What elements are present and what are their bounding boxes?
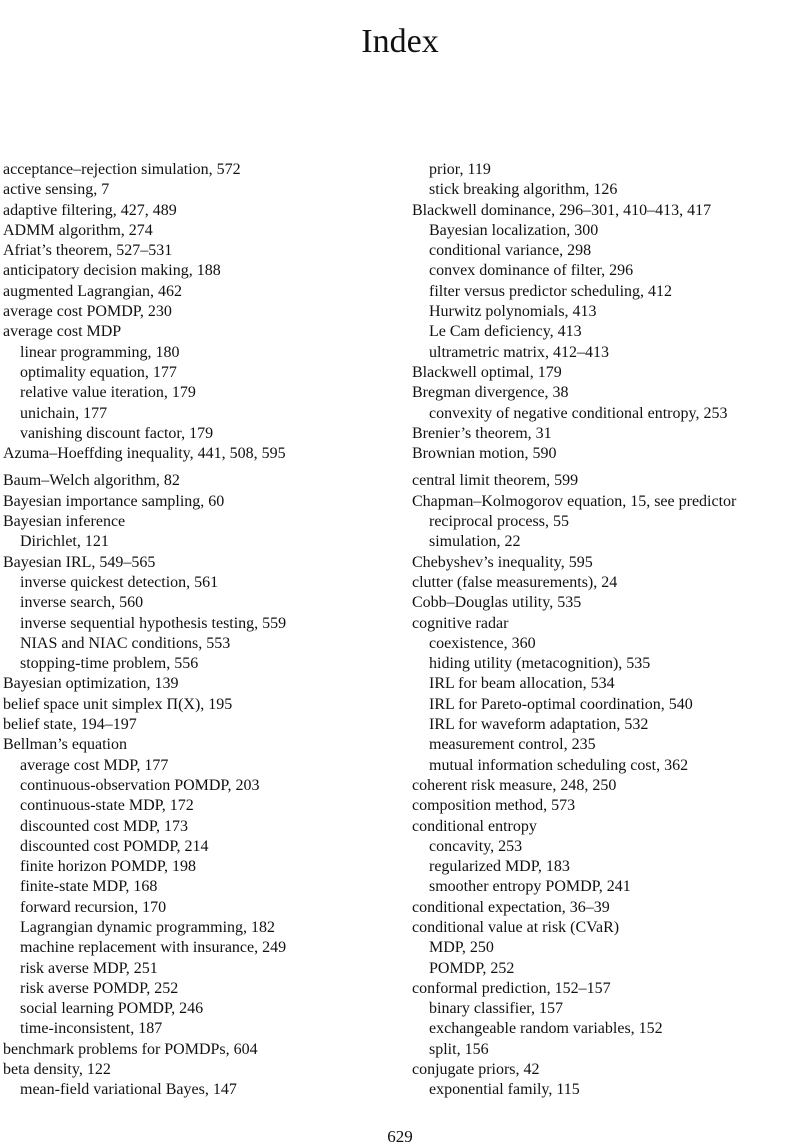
index-subentry: convex dominance of filter, 296 (429, 262, 634, 280)
index-entry: Afriat’s theorem, 527–531 (3, 242, 173, 260)
index-subentry: prior, 119 (429, 161, 491, 178)
index-entry: acceptance–rejection simulation, 572 (3, 161, 241, 178)
index-entry: ADMM algorithm, 274 (3, 221, 153, 239)
index-entry: composition method, 573 (412, 797, 576, 815)
index-entry: cognitive radar (412, 614, 509, 632)
page-number: 629 (387, 1127, 413, 1146)
index-column-right (412, 160, 797, 1101)
index-entry: belief space unit simplex Π(X), 195 (3, 695, 233, 713)
index-subentry: exchangeable random variables, 152 (429, 1020, 663, 1038)
index-subentry: average cost MDP, 177 (20, 756, 169, 774)
index-entry: active sensing, 7 (3, 181, 110, 199)
index-subentry: finite horizon POMDP, 198 (20, 858, 196, 876)
index-subentry: POMDP, 252 (429, 959, 515, 977)
index-subentry: binary classifier, 157 (429, 1000, 563, 1018)
index-entry: Azuma–Hoeffding inequality, 441, 508, 595 (3, 445, 286, 463)
index-entry: conjugate priors, 42 (412, 1061, 540, 1079)
index-column-left (3, 160, 398, 1101)
index-subentry: measurement control, 235 (429, 736, 596, 754)
index-subentry: Bayesian localization, 300 (429, 221, 599, 239)
index-subentry: ultrametric matrix, 412–413 (429, 343, 609, 361)
index-subentry: risk averse MDP, 251 (20, 959, 158, 977)
index-subentry: MDP, 250 (429, 939, 494, 957)
index-subentry: regularized MDP, 183 (429, 858, 570, 876)
index-subentry: inverse sequential hypothesis testing, 559 (20, 614, 287, 632)
index-subentry: machine replacement with insurance, 249 (20, 939, 287, 957)
index-subentry: simulation, 22 (429, 533, 521, 551)
index-entry: Baum–Welch algorithm, 82 (3, 472, 180, 490)
index-entry: conditional entropy (412, 817, 537, 835)
index-entry: beta density, 122 (3, 1061, 111, 1079)
index-entry: coherent risk measure, 248, 250 (412, 776, 617, 794)
index-subentry: finite-state MDP, 168 (20, 878, 158, 896)
index-entry: Brownian motion, 590 (412, 445, 557, 463)
index-subentry: exponential family, 115 (429, 1081, 580, 1099)
index-subentry: smoother entropy POMDP, 241 (429, 878, 631, 896)
index-entry: Blackwell optimal, 179 (412, 363, 562, 381)
index-entry: Cobb–Douglas utility, 535 (412, 594, 582, 612)
index-entry: conditional value at risk (CVaR) (412, 918, 620, 936)
index-subentry: continuous-observation POMDP, 203 (20, 776, 260, 794)
index-subentry: mutual information scheduling cost, 362 (429, 756, 689, 774)
index-subentry: Dirichlet, 121 (20, 533, 109, 551)
index-subentry: inverse quickest detection, 561 (20, 573, 219, 591)
page-title: Index (361, 23, 439, 60)
index-subentry: continuous-state MDP, 172 (20, 797, 194, 815)
index-entry: Blackwell dominance, 296–301, 410–413, 417 (412, 201, 712, 219)
index-entry: Bayesian IRL, 549–565 (3, 553, 156, 571)
index-subentry: NIAS and NIAC conditions, 553 (20, 634, 231, 652)
index-subentry: concavity, 253 (429, 837, 523, 855)
index-subentry: discounted cost MDP, 173 (20, 817, 188, 835)
index-entry: conformal prediction, 152–157 (412, 979, 611, 997)
index-subentry: coexistence, 360 (429, 634, 536, 652)
index-subentry: inverse search, 560 (20, 594, 144, 612)
index-subentry: mean-field variational Bayes, 147 (20, 1081, 237, 1099)
index-subentry: IRL for Pareto-optimal coordination, 540 (429, 695, 693, 713)
index-subentry: filter versus predictor scheduling, 412 (429, 282, 673, 300)
index-entry: anticipatory decision making, 188 (3, 262, 221, 280)
index-entry: average cost MDP (3, 323, 122, 341)
index-subentry: Hurwitz polynomials, 413 (429, 303, 597, 321)
index-subentry: forward recursion, 170 (20, 898, 167, 916)
index-entry: belief state, 194–197 (3, 716, 137, 734)
index-entry: Bellman’s equation (3, 736, 127, 754)
index-entry: Bayesian importance sampling, 60 (3, 492, 225, 510)
index-entry: augmented Lagrangian, 462 (3, 282, 183, 300)
index-subentry: risk averse POMDP, 252 (20, 979, 179, 997)
index-entry: average cost POMDP, 230 (3, 303, 172, 321)
index-entry: adaptive filtering, 427, 489 (3, 201, 177, 219)
index-subentry: reciprocal process, 55 (429, 513, 569, 531)
index-entry: Chebyshev’s inequality, 595 (412, 553, 593, 571)
index-entry: clutter (false measurements), 24 (412, 573, 618, 591)
index-subentry: unichain, 177 (20, 404, 108, 422)
index-entry: Chapman–Kolmogorov equation, 15, see predictor (412, 492, 737, 510)
index-entry: Bayesian inference (3, 513, 126, 531)
index-subentry: discounted cost POMDP, 214 (20, 837, 209, 855)
index-subentry: Le Cam deficiency, 413 (429, 323, 582, 341)
index-entry: Bregman divergence, 38 (412, 384, 569, 402)
index-subentry: stick breaking algorithm, 126 (429, 181, 618, 199)
index-entry: benchmark problems for POMDPs, 604 (3, 1040, 258, 1058)
index-subentry: stopping-time problem, 556 (20, 655, 199, 673)
index-entry: Bayesian optimization, 139 (3, 675, 179, 693)
index-subentry: conditional variance, 298 (429, 242, 592, 260)
index-subentry: split, 156 (429, 1040, 489, 1058)
index-entry: central limit theorem, 599 (412, 472, 579, 490)
index-subentry: IRL for beam allocation, 534 (429, 675, 615, 693)
index-subentry: vanishing discount factor, 179 (20, 424, 214, 442)
index-subentry: Lagrangian dynamic programming, 182 (20, 918, 276, 936)
index-subentry: relative value iteration, 179 (20, 384, 196, 402)
index-subentry: hiding utility (metacognition), 535 (429, 655, 651, 673)
index-subentry: linear programming, 180 (20, 343, 180, 361)
index-subentry: optimality equation, 177 (20, 363, 177, 381)
index-entry: Brenier’s theorem, 31 (412, 424, 552, 442)
index-subentry: time-inconsistent, 187 (20, 1020, 163, 1038)
index-subentry: IRL for waveform adaptation, 532 (429, 716, 649, 734)
index-subentry: convexity of negative conditional entropy, 253 (429, 404, 728, 422)
index-subentry: social learning POMDP, 246 (20, 1000, 204, 1018)
index-entry: conditional expectation, 36–39 (412, 898, 610, 916)
